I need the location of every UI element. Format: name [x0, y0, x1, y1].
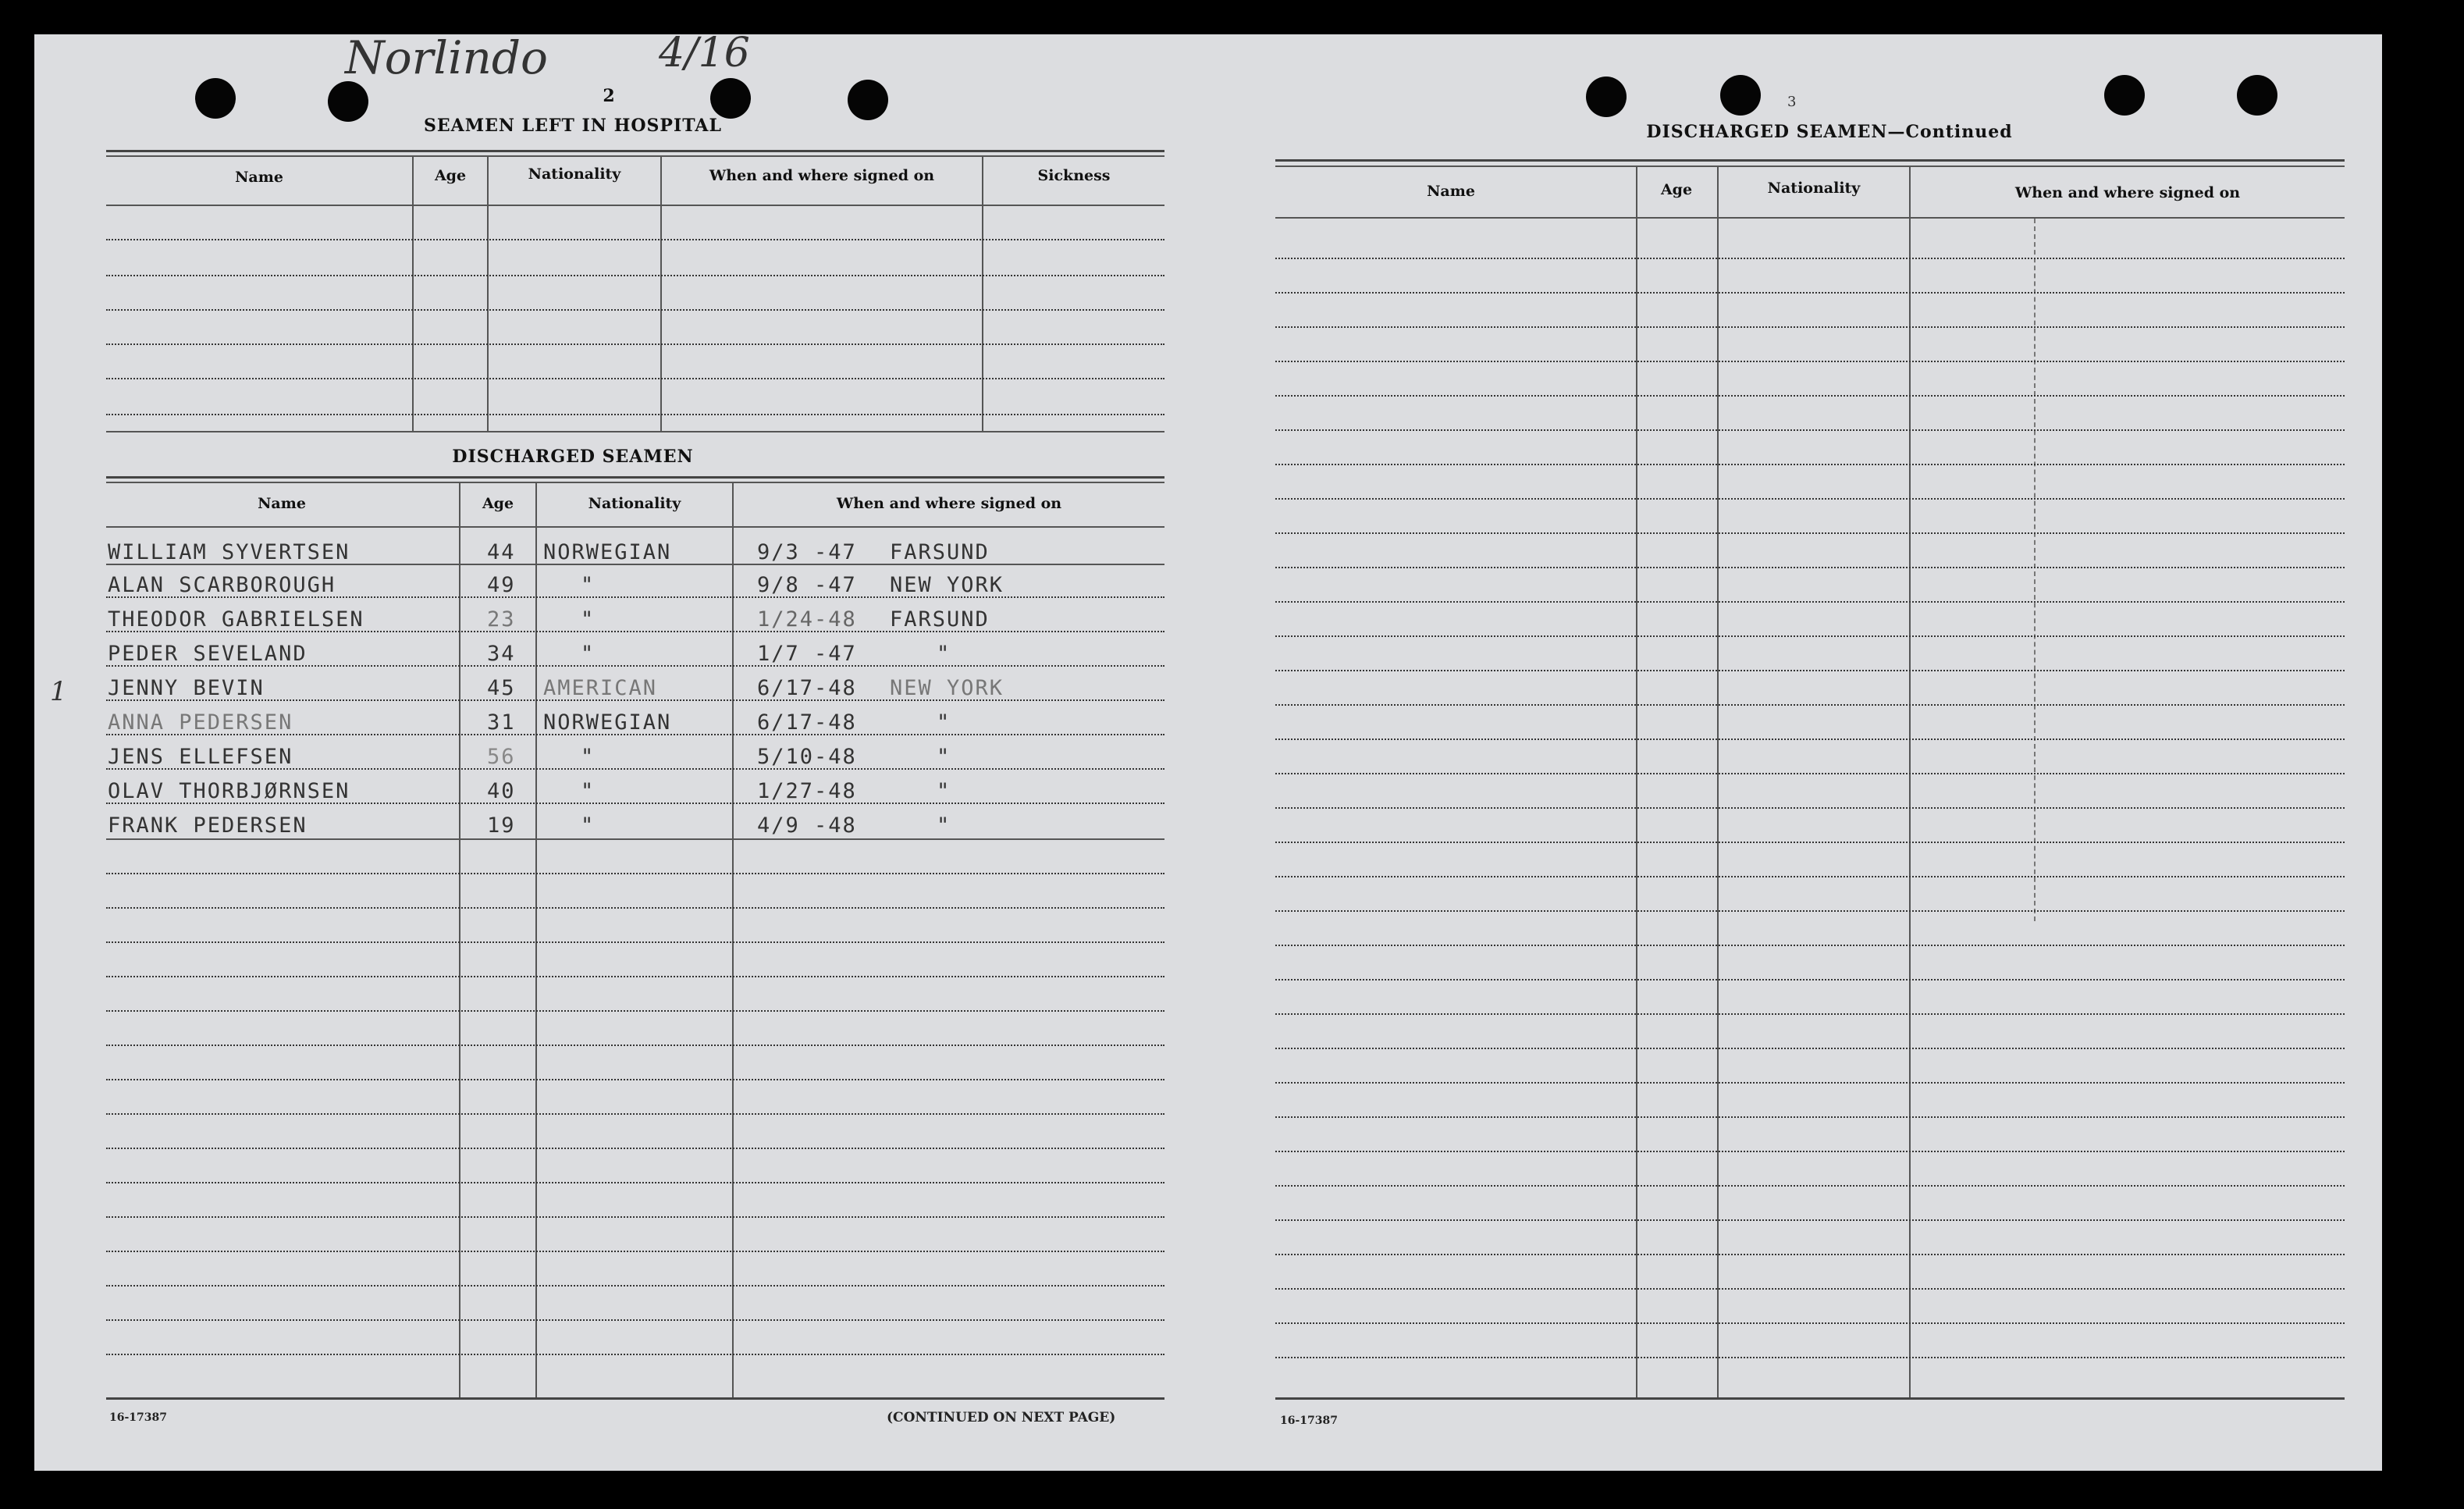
- seaman-nationality: NORWEGIAN: [543, 710, 672, 735]
- punch-hole: [2104, 75, 2145, 116]
- seaman-nationality: AMERICAN: [543, 676, 658, 700]
- signed-on-date: 9/8 -47: [757, 573, 857, 597]
- signed-on-date: 6/17-48: [757, 710, 857, 735]
- seaman-nationality: ": [581, 813, 596, 838]
- form-number-left: 16-17387: [109, 1411, 167, 1424]
- signed-on-date: 1/27-48: [757, 779, 857, 803]
- seaman-nationality: ": [581, 642, 596, 666]
- signed-on-place: NEW YORK: [890, 676, 1004, 700]
- document-sheet: [34, 30, 2382, 1471]
- punch-hole: [1720, 75, 1761, 116]
- punch-hole: [1586, 77, 1627, 117]
- seaman-age: 34: [487, 642, 516, 666]
- seaman-age: 49: [487, 573, 516, 597]
- discharged-col-age: Age: [482, 495, 514, 512]
- signed-on-place: ": [937, 813, 951, 838]
- signed-on-place: NEW YORK: [890, 573, 1004, 597]
- signed-on-date: 9/3 -47: [757, 540, 857, 564]
- signed-on-place: ": [937, 745, 951, 769]
- signed-on-place: ": [937, 710, 951, 735]
- continued-col-signed-on: When and where signed on: [2014, 184, 2241, 201]
- hospital-col-name: Name: [235, 169, 283, 186]
- hospital-col-sickness: Sickness: [1037, 167, 1111, 184]
- punch-hole: [195, 78, 236, 119]
- seaman-name: ALAN SCARBOROUGH: [108, 573, 336, 597]
- handwritten-date: 4/16: [659, 30, 750, 77]
- signed-on-place: FARSUND: [890, 607, 990, 632]
- discharged-col-name: Name: [258, 495, 306, 512]
- seaman-age: 31: [487, 710, 516, 735]
- signed-on-date: 6/17-48: [757, 676, 857, 700]
- seaman-nationality: ": [581, 779, 596, 803]
- signed-on-date: 1/24-48: [757, 607, 857, 632]
- signed-on-place: ": [937, 779, 951, 803]
- page-number-right: 3: [1787, 94, 1797, 110]
- seaman-age: 23: [487, 607, 516, 632]
- hospital-col-age: Age: [434, 167, 467, 184]
- continued-col-nationality: Nationality: [1767, 180, 1861, 197]
- seaman-name: ANNA PEDERSEN: [108, 710, 293, 735]
- continued-col-name: Name: [1427, 183, 1475, 200]
- seaman-nationality: NORWEGIAN: [543, 540, 672, 564]
- continued-section-title: DISCHARGED SEAMEN—Continued: [1646, 122, 2013, 142]
- punch-hole: [848, 80, 888, 120]
- seaman-name: FRANK PEDERSEN: [108, 813, 308, 838]
- seaman-nationality: ": [581, 573, 596, 597]
- discharged-col-nationality: Nationality: [588, 495, 681, 512]
- seaman-age: 40: [487, 779, 516, 803]
- discharged-section-title: DISCHARGED SEAMEN: [452, 447, 694, 467]
- form-number-right: 16-17387: [1280, 1415, 1338, 1427]
- hospital-col-signed-on: When and where signed on: [709, 167, 935, 184]
- punch-hole: [2237, 75, 2277, 116]
- seaman-nationality: ": [581, 745, 596, 769]
- seaman-name: THEODOR GABRIELSEN: [108, 607, 364, 632]
- hospital-section-title: SEAMEN LEFT IN HOSPITAL: [424, 116, 722, 136]
- signed-on-date: 4/9 -48: [757, 813, 857, 838]
- signed-on-place: FARSUND: [890, 540, 990, 564]
- continued-col-age: Age: [1660, 181, 1693, 198]
- seaman-age: 56: [487, 745, 516, 769]
- seaman-name: JENNY BEVIN: [108, 676, 265, 700]
- seaman-name: OLAV THORBJØRNSEN: [108, 779, 350, 803]
- seaman-nationality: ": [581, 607, 596, 632]
- handwritten-ship-name: Norlindo: [345, 31, 548, 84]
- continued-footer: (CONTINUED ON NEXT PAGE): [887, 1410, 1116, 1425]
- seaman-age: 19: [487, 813, 516, 838]
- seaman-age: 45: [487, 676, 516, 700]
- seaman-name: JENS ELLEFSEN: [108, 745, 293, 769]
- punch-hole: [710, 78, 751, 119]
- seaman-name: WILLIAM SYVERTSEN: [108, 540, 350, 564]
- page-number-left: 2: [603, 86, 615, 106]
- handwritten-margin-mark: 1: [50, 676, 67, 707]
- seaman-name: PEDER SEVELAND: [108, 642, 308, 666]
- signed-on-date: 5/10-48: [757, 745, 857, 769]
- discharged-col-signed-on: When and where signed on: [836, 495, 1062, 512]
- signed-on-place: ": [937, 642, 951, 666]
- seaman-age: 44: [487, 540, 516, 564]
- signed-on-date: 1/7 -47: [757, 642, 857, 666]
- hospital-col-nationality: Nationality: [528, 165, 621, 183]
